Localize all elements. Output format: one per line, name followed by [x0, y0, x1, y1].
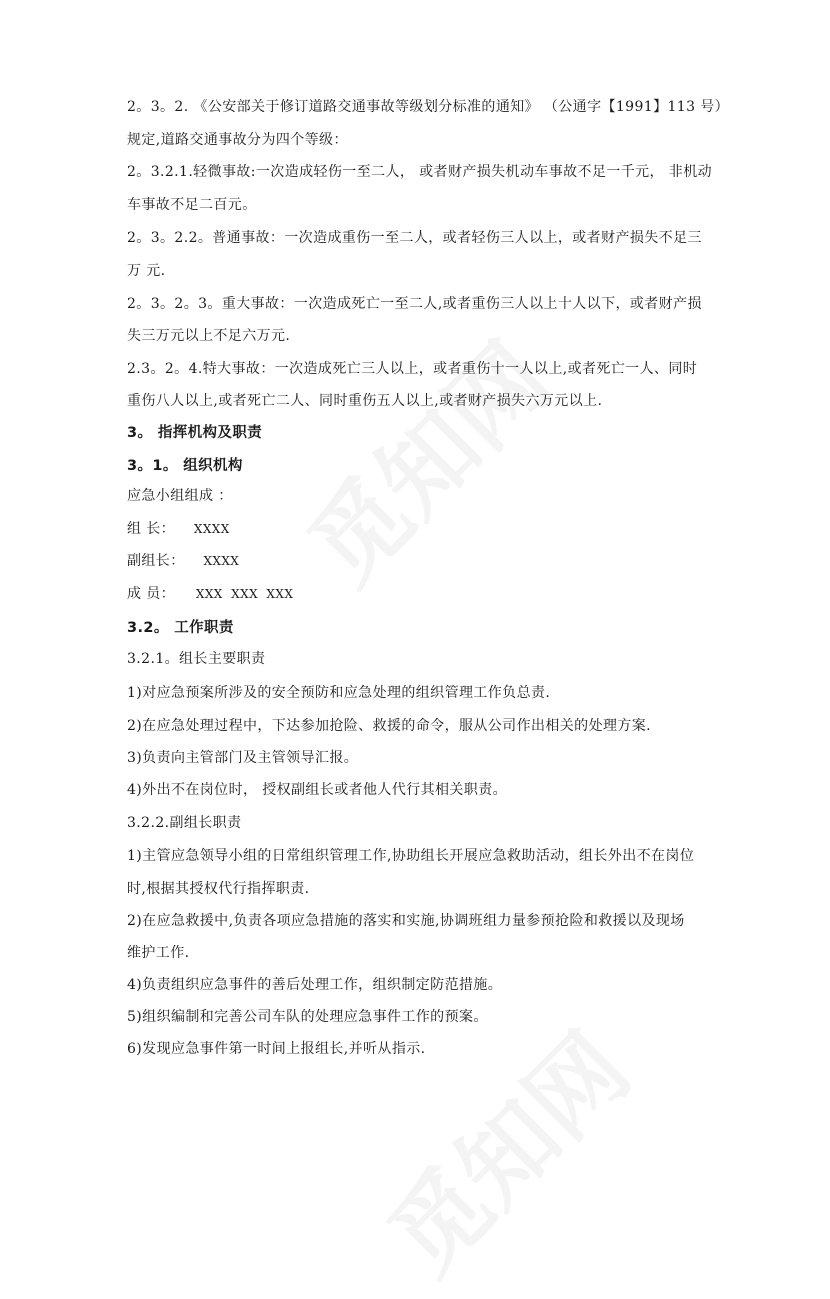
section-heading: 3。 指挥机构及职责 [127, 425, 263, 441]
paragraph-line: 2。3。2. 《公安部关于修订道路交通事故等级划分标准的通知》 （公通字【1991】113 号） [127, 99, 730, 115]
org-row-deputy [127, 552, 717, 570]
list-item: 2)在应急处理过程中，下达参加抢险、救援的命令，服从公司作出相关的处理方案. [127, 718, 652, 734]
list-item: 6)发现应急事件第一时间上报组长,并听从指示. [127, 1041, 426, 1057]
list-item: 时,根据其授权代行指挥职责. [127, 881, 310, 897]
list-item: 4)负责组织应急事件的善后处理工作，组织制定防范措施。 [127, 977, 503, 993]
members-label: 成 员： [127, 586, 176, 602]
paragraph-line: 规定,道路交通事故分为四个等级： [127, 132, 348, 148]
paragraph-line: 2。3。2。3。重大事故：一次造成死亡一至二人,或者重伤三人以上十人以下，或者财产损 [127, 296, 702, 312]
list-item: 4)外出不在岗位时， 授权副组长或者他人代行其相关职责。 [127, 782, 508, 798]
section-heading: 3。1。 组织机构 [127, 458, 243, 474]
list-item: 1)主管应急领导小组的日常组织管理工作,协助组长开展应急救助活动，组长外出不在岗位 [127, 848, 695, 864]
list-item: 1)对应急预案所涉及的安全预防和应急处理的组织管理工作负总责. [127, 685, 551, 701]
paragraph-line: 万 元. [127, 263, 166, 279]
paragraph-line: 失三万元以上不足六万元. [127, 328, 291, 344]
members-value: XXX XXX XXX [195, 587, 294, 601]
list-item: 3)负责向主管部门及主管领导汇报。 [127, 750, 359, 766]
org-row-members [127, 585, 717, 603]
subsection-title: 3.2.2.副组长职责 [127, 815, 242, 831]
leader-value: XXXX [193, 522, 230, 536]
list-item: 5)组织编制和完善公司车队的处理应急事件工作的预案。 [127, 1009, 488, 1025]
list-item: 维护工作. [127, 945, 190, 961]
deputy-value: XXXX [203, 554, 240, 568]
leader-label: 组 长： [127, 521, 176, 537]
subsection-title: 3.2.1。组长主要职责 [127, 651, 266, 667]
org-intro: 应急小组组成 ： [127, 488, 233, 504]
paragraph-line: 重伤八人以上,或者死亡二人、同时重伤五人以上,或者财产损失六万元以上. [127, 393, 603, 409]
paragraph-line: 车事故不足二百元。 [127, 197, 257, 213]
org-row-leader [127, 520, 717, 538]
deputy-label: 副组长： [127, 553, 185, 569]
paragraph-line: 2.3。2。4.特大事故：一次造成死亡三人以上，或者重伤十一人以上,或者死亡一人、同时 [127, 361, 698, 377]
list-item: 2)在应急救援中,负责各项应急措施的落实和实施,协调班组力量参预抢险和救援以及现场 [127, 913, 685, 929]
paragraph-line: 2。3.2.1.轻微事故:一次造成轻伤一至二人， 或者财产损失机动车事故不足一千元， 非机动 [127, 164, 712, 180]
paragraph-line: 2。3。2.2。普通事故：一次造成重伤一至二人，或者轻伤三人以上，或者财产损失不足三 [127, 230, 702, 246]
section-heading: 3.2。 工作职责 [127, 620, 234, 636]
